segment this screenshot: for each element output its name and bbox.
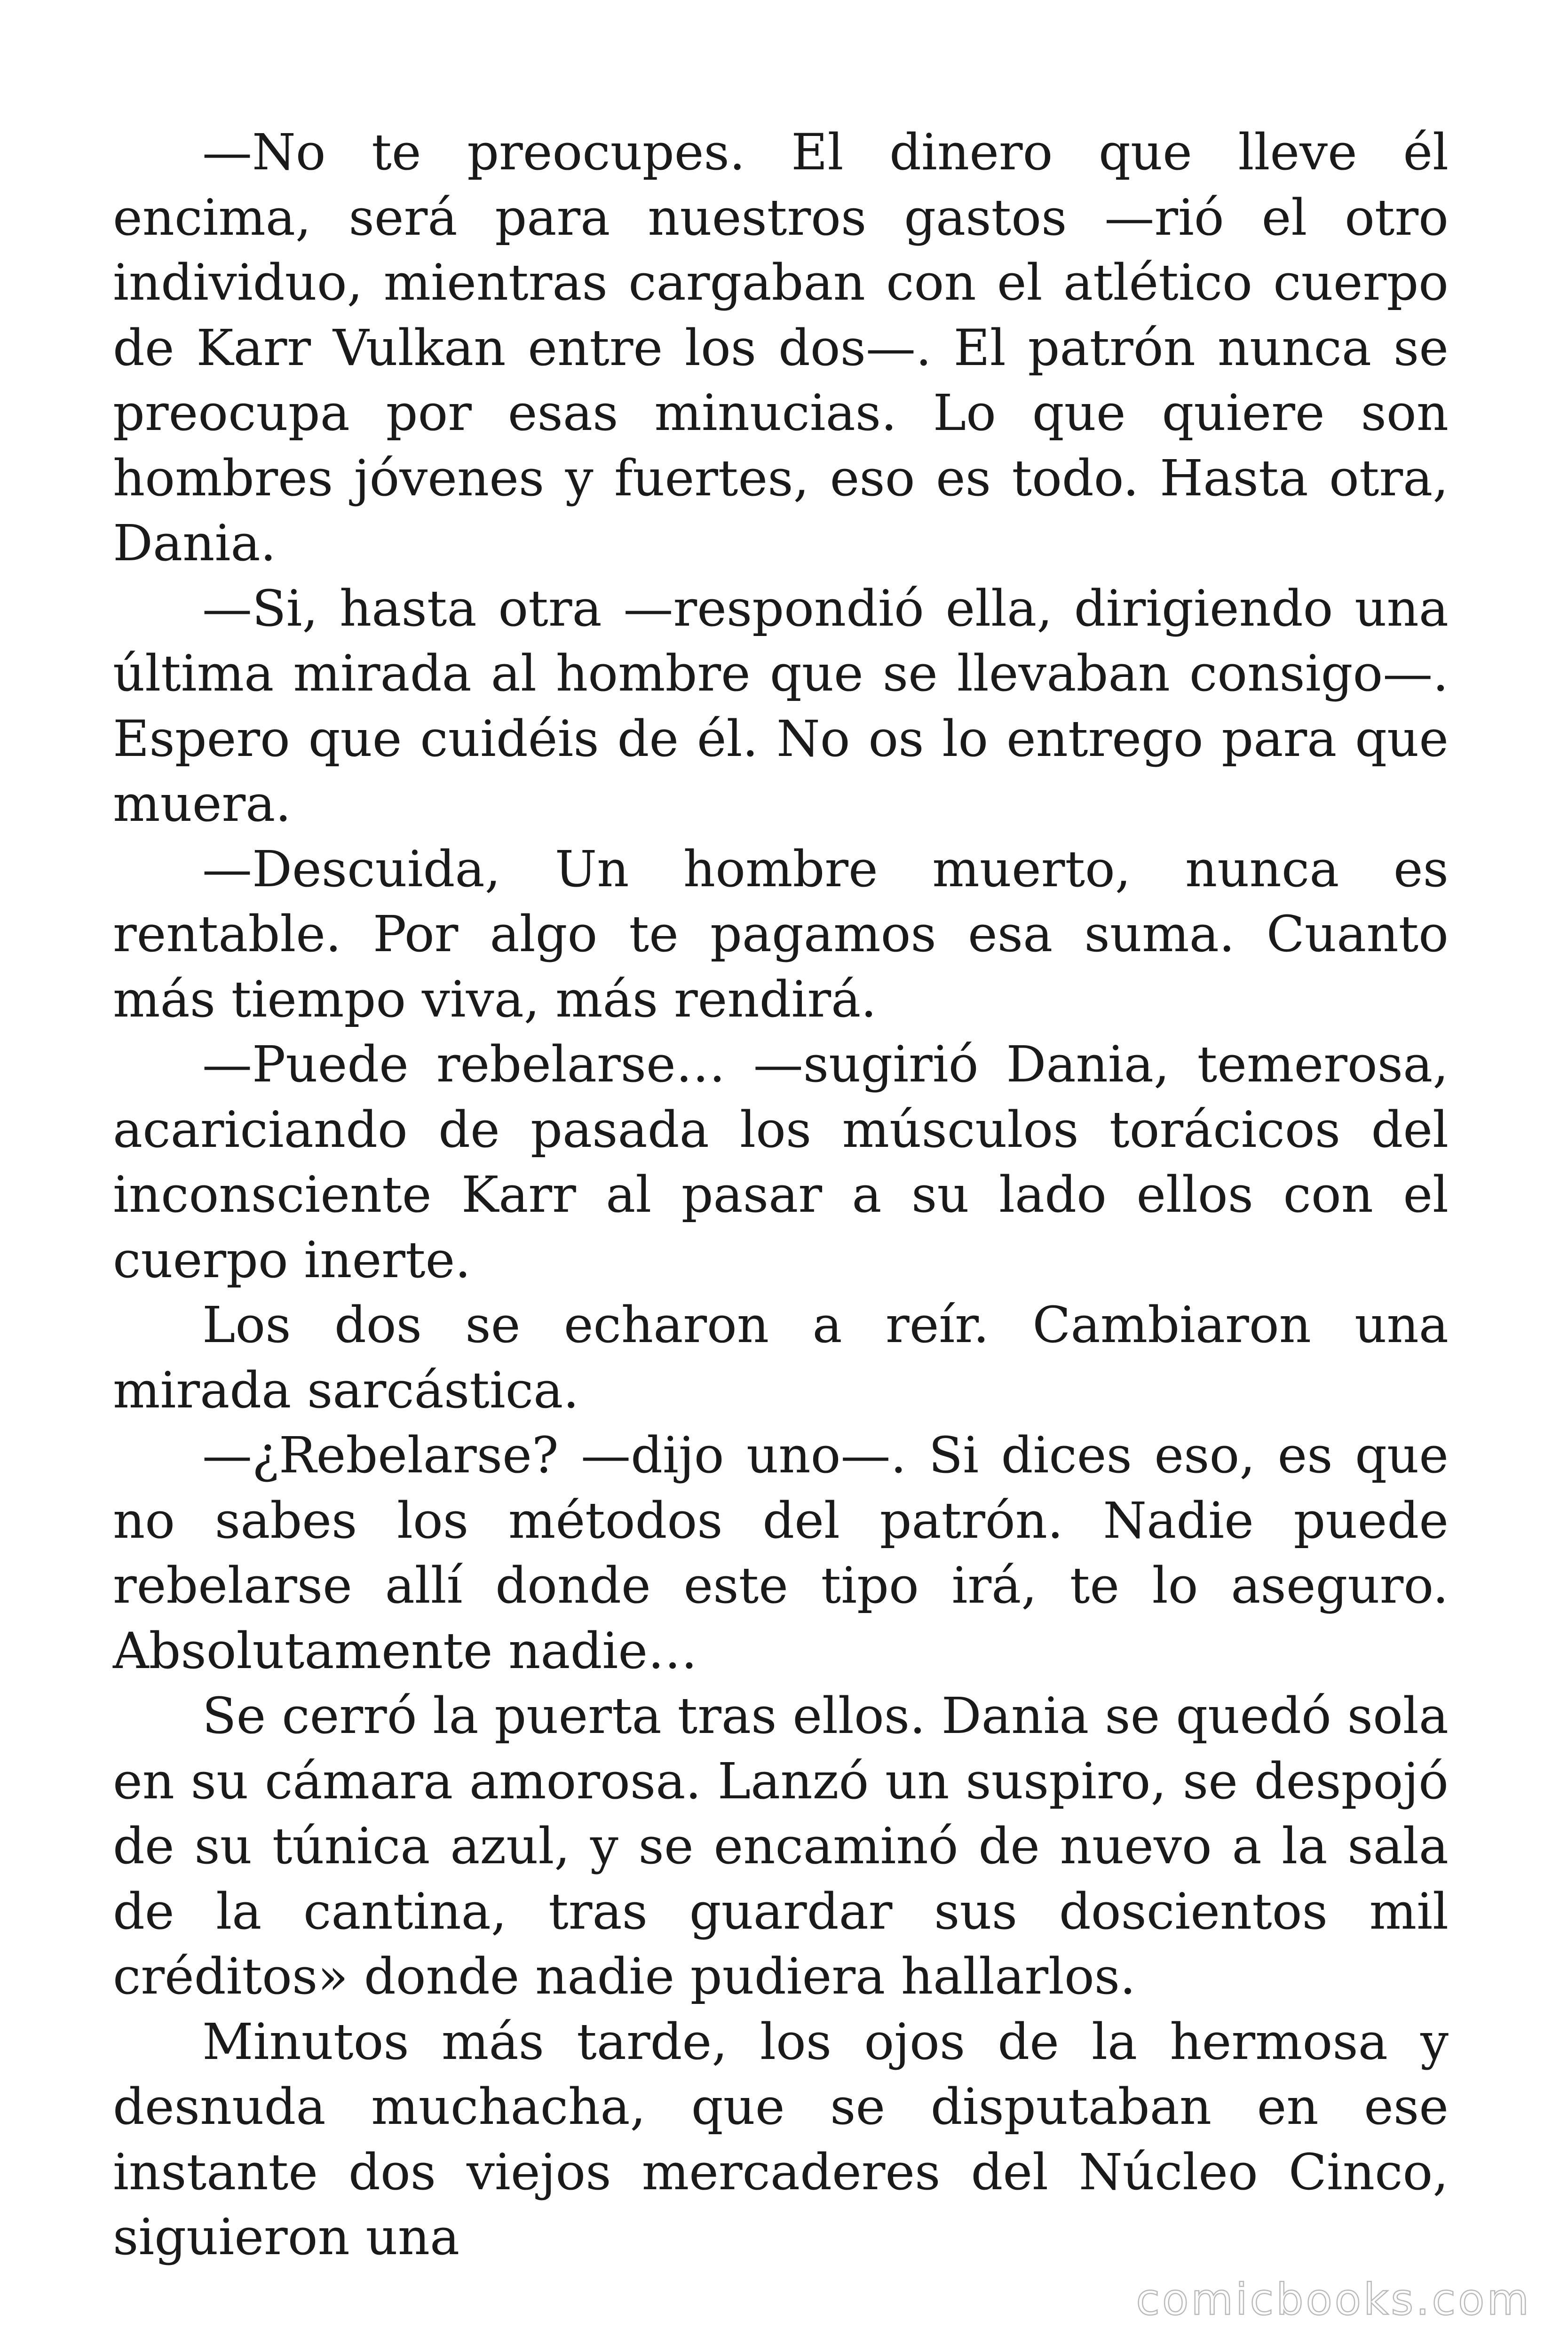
- watermark-text: comicbooks.com: [1136, 2274, 1531, 2325]
- paragraph: —Si, hasta otra —respondió ella, dirigiendo una última mirada al hombre que se llevaban consigo—. Espero que cuidéis de él. No os lo entrego para que muera.: [113, 579, 1449, 833]
- paragraph: Se cerró la puerta tras ellos. Dania se quedó sola en su cámara amorosa. Lanzó un suspiro, se despojó de su túnica azul, y se encaminó de nuevo a la sala de la cantina, tras guardar sus doscientos mil créditos» donde nadie pudiera hallarlos.: [113, 1687, 1449, 2005]
- paragraph: —¿Rebelarse? —dijo uno—. Si dices eso, es que no sabes los métodos del patrón. Nadie puede rebelarse allí donde este tipo irá, te lo aseguro. Absolutamente nadie…: [113, 1426, 1449, 1680]
- page-text-body: [113, 120, 1449, 2270]
- paragraph: Los dos se echaron a reír. Cambiaron una mirada sarcástica.: [113, 1296, 1449, 1419]
- paragraph: Minutos más tarde, los ojos de la hermosa y desnuda muchacha, que se disputaban en ese instante dos viejos mercaderes del Núcleo Cinco, siguieron una: [113, 2012, 1449, 2266]
- paragraph: —Puede rebelarse… —sugirió Dania, temerosa, acariciando de pasada los músculos torácicos del inconsciente Karr al pasar a su lado ellos con el cuerpo inerte.: [113, 1035, 1449, 1289]
- paragraph: —Descuida, Un hombre muerto, nunca es rentable. Por algo te pagamos esa suma. Cuanto más tiempo viva, más rendirá.: [113, 840, 1449, 1028]
- paragraph: —No te preocupes. El dinero que lleve él encima, será para nuestros gastos —rió el otro individuo, mientras cargaban con el atlético cuerpo de Karr Vulkan entre los dos—. El patrón nunca se preocupa por esas minucias. Lo que quiere son hombres jóvenes y fuertes, eso es todo. Hasta otra, Dania.: [113, 123, 1449, 572]
